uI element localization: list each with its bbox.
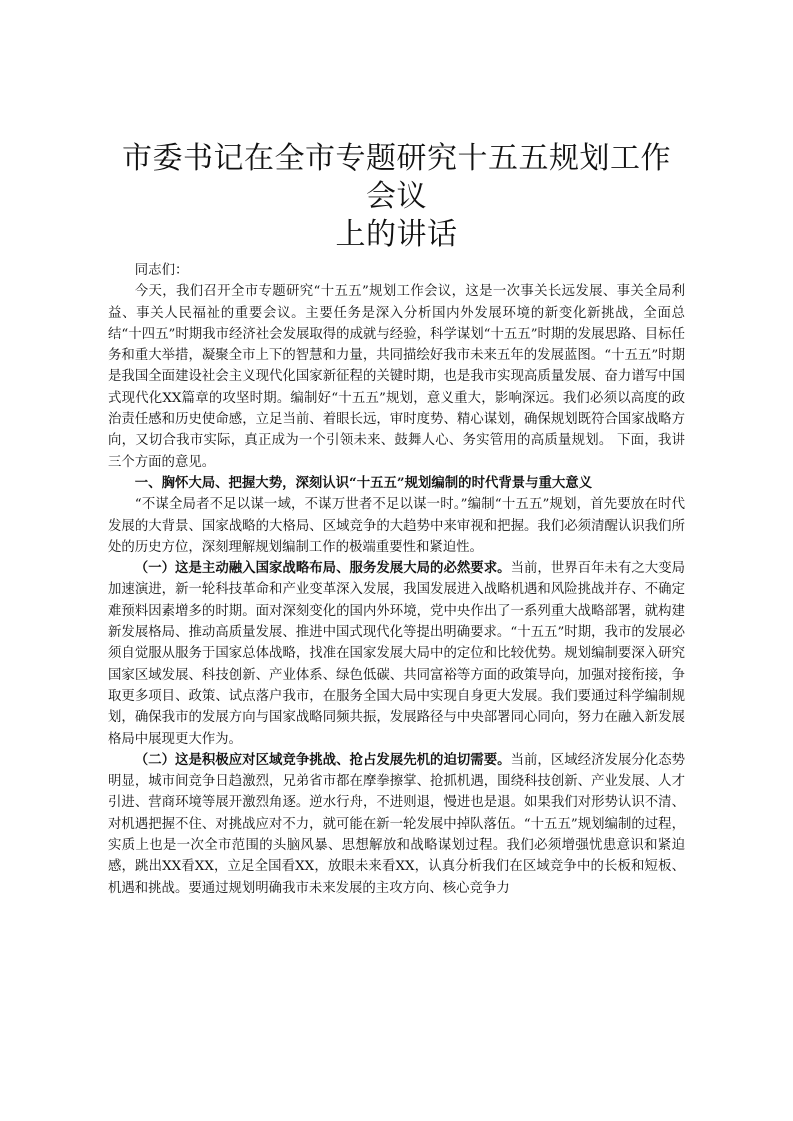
subsection-2-text: 当前，区域经济发展分化态势明显，城市间竞争日趋激烈，兄弟省市都在摩拳擦掌、抢抓机遇，围绕科技创新、产业发展、人才引进、营商环境等展开激烈角逐。逆水行舟，不进则退，慢进也是退。如果我们对形势认识不清、对机遇把握不住、对挑战应对不力，就可能在新一轮发展中掉队落伍。“十五五”规划编制的过程，实质上也是一次全市范围的头脑风暴、思想解放和战略谋划过程。我们必须增强忧患意识和紧迫感，跳出XX看XX，立足全国看XX，放眼未来看XX，认真分析我们在区域竞争中的长板和短板、机遇和挑战。要通过规划明确我市未来发展的主攻方向、核心竞争力 — [108, 752, 686, 896]
section-heading-1: 一、胸怀大局、把握大势，深刻认识“十五五”规划编制的时代背景与重大意义 — [134, 474, 593, 491]
document-title — [108, 140, 685, 254]
title-line-1: 市委书记在全市专题研究十五五规划工作会议 — [122, 142, 671, 213]
subsection-1-title: （一）这是主动融入国家战略布局、服务发展大局的必然要求。 — [134, 560, 511, 577]
subsection-1-text: 当前，世界百年未有之大变局加速演进，新一轮科技革命和产业变革深入发展，我国发展进入战略机遇和风险挑战并存、不确定难预料因素增多的时期。面对深刻变化的国内外环境，党中央作出了一系列重大战略部署，就构建新发展格局、推动高质量发展、推进中国式现代化等提出明确要求。“十五五”时期，我市的发展必须自觉服从服务于国家总体战略，找准在国家发展大局中的定位和比较优势。规划编制要深入研究国家区域发展、科技创新、产业体系、绿色低碳、共同富裕等方面的政策导向，加强对接衔接，争取更多项目、政策、试点落户我市，在服务全国大局中实现自身更大发展。我们要通过科学编制规划，确保我市的发展方向与国家战略同频共振，发展路径与中央部署同心同向，努力在融入新发展格局中展现更大作为。 — [108, 561, 686, 747]
subsection-2-title: （二）这是积极应对区域竞争挑战、抢占发展先机的迫切需要。 — [134, 751, 511, 768]
intro-paragraph: 今天，我们召开全市专题研究“十五五”规划工作会议，这是一次事关长远发展、事关全局利益、事关人民福祉的重要会议。主要任务是深入分析国内外发展环境的新变化新挑战，全面总结“十四五”时期我市经济社会发展取得的成就与经验，科学谋划“十五五”时期的发展思路、目标任务和重大举措，凝聚全市上下的智慧和力量，共同描绘好我市未来五年的发展蓝图。“十五五”时期是我国全面建设社会主义现代化国家新征程的关键时期，也是我市实现高质量发展、奋力谱写中国式现代化XX篇章的攻坚时期。编制好“十五五”规划，意义重大，影响深远。我们必须以高度的政治责任感和历史使命感，立足当前、着眼长远，审时度势、精心谋划，确保规划既符合国家战略方向，又切合我市实际，真正成为一个引领未来、鼓舞人心、务实管用的高质量规划。 下面，我讲三个方面的意见。 — [108, 284, 685, 470]
subsection-2-paragraph — [108, 750, 685, 899]
subsection-1-paragraph — [108, 558, 685, 750]
salutation: 同志们： — [134, 263, 189, 278]
title-line-2: 上的讲话 — [335, 218, 458, 251]
document-body — [108, 260, 685, 899]
section-1-paragraph: “不谋全局者不足以谋一域，不谋万世者不足以谋一时。”编制“十五五”规划，首先要放在时代发展的大背景、国家战略的大格局、区域竞争的大趋势中来审视和把握。我们必须清醒认识我们所处的历史方位，深刻理解规划编制工作的极端重要性和紧迫性。 — [108, 497, 685, 555]
